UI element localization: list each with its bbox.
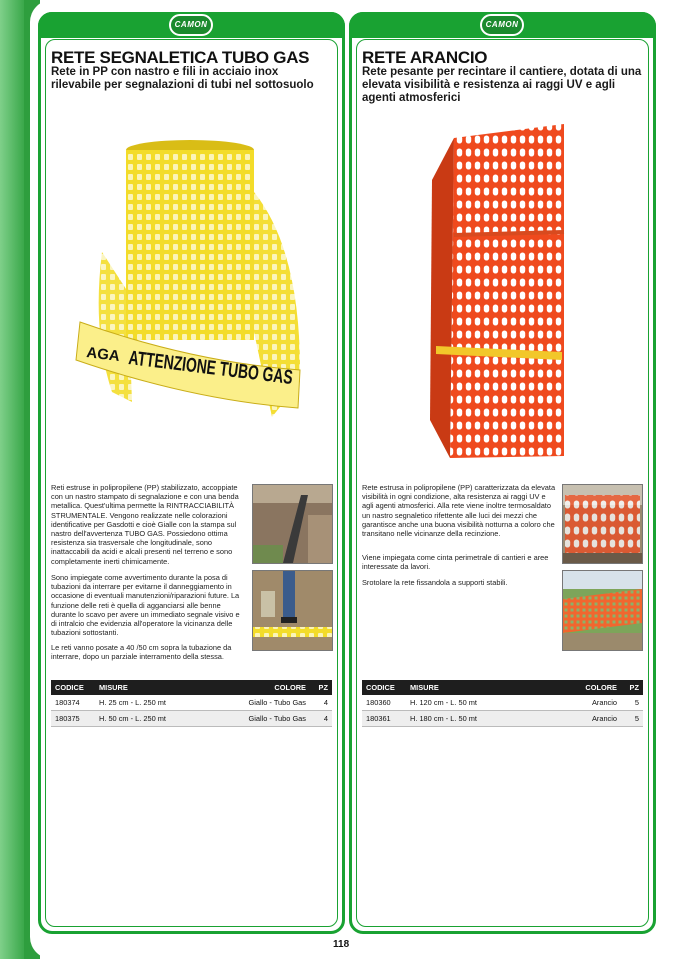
page-spine-highlight: [0, 0, 24, 959]
left-product-subtitle: Rete in PP con nastro e fili in acciaio inox rilevabile per segnalazioni di tubi nel sottosuolo: [51, 66, 314, 91]
col-colore: COLORE: [232, 680, 310, 695]
worker-illustration: [253, 571, 332, 650]
pz-cell: 4: [310, 711, 332, 727]
field-illustration: [563, 571, 642, 650]
tape-text: ATTENZIONE TUBO GAS: [127, 347, 366, 398]
right-description-2: Viene impiegata come cinta perimetrale di cantieri e aree interessate da lavori.: [362, 553, 549, 572]
shovel: [261, 591, 275, 617]
roll-body: [126, 150, 254, 340]
codice-cell: 180360: [362, 695, 406, 711]
yellow-net-photo: [72, 132, 366, 432]
left-description-1: Reti estruse in polipropilene (PP) stabilizzato, accoppiate con un nastro stampato di segnalazione e con una benda metallica. Quest'ultima permette la RINTRACCIABILITÀ STRUMENTALE. Vengono realizzate nelle colorazioni identificative per Gasdotti e cioè Gialle con la stampa sul nastro dell'avvertenza TUBO GAS. Possiedono ottima resistenza sia trasversale che longitudinale, sono inattaccabili da acidi e alcali presenti nel terreno e sono completamente inerti chimicamente.: [51, 483, 239, 566]
worker-legs: [283, 571, 295, 619]
pz-cell: 5: [621, 711, 643, 727]
net-roll-side: [430, 138, 454, 458]
tape-prefix-text: AGA: [85, 344, 121, 366]
right-description-3: Srotolare la rete fissandola a supporti stabili.: [362, 578, 508, 587]
sky-area: [253, 485, 332, 503]
codice-cell: 180361: [362, 711, 406, 727]
road: [563, 633, 642, 650]
grass: [253, 545, 283, 563]
col-pz: PZ: [310, 680, 332, 695]
trench-photo: [252, 484, 333, 564]
col-codice: CODICE: [51, 680, 95, 695]
worker-photo: [252, 570, 333, 651]
misure-cell: H. 50 cm - L. 250 mt: [95, 711, 232, 727]
right-description-1: Rete estrusa in polipropilene (PP) caratterizzata da elevata visibilità in ogni condizione, alta resistenza ai raggi UV e agli agenti atmosferici. Alla rete viene inoltre termosaldato un nastro segnaletico rifettente alle luci dei mezzi che garantisce anche una buona visibilità notturna a coloro che transitano nelle vicinanze della recinzione.: [362, 483, 556, 539]
right-product-table: [362, 680, 643, 727]
table-row: [362, 695, 643, 711]
page-number: 118: [333, 939, 350, 950]
col-colore: COLORE: [543, 680, 621, 695]
brand-logo: CAMON: [169, 14, 213, 36]
left-description-3: Le reti vanno posate a 40 /50 cm sopra la tubazione da interrare, dopo un parziale interramento della stessa.: [51, 643, 232, 662]
worksite-illustration: [563, 485, 642, 563]
left-product-title: RETE SEGNALETICA TUBO GAS: [51, 48, 310, 67]
codice-cell: 180375: [51, 711, 95, 727]
col-misure: MISURE: [406, 680, 543, 695]
col-codice: CODICE: [362, 680, 406, 695]
worker-boots: [281, 617, 297, 623]
fence-net: [565, 495, 640, 553]
orange-net-photo: [428, 120, 568, 465]
misure-cell: H. 25 cm - L. 250 mt: [95, 695, 232, 711]
pz-cell: 5: [621, 695, 643, 711]
worksite-fence-photo: [562, 484, 643, 564]
brand-logo: CAMON: [480, 14, 524, 36]
colore-cell: Giallo - Tubo Gas: [232, 711, 310, 727]
right-product-subtitle: Rete pesante per recintare il cantiere, dotata di una elevata visibilità e resistenza ai raggi UV e agli agenti atmosferici: [362, 66, 642, 104]
table-row: [51, 695, 332, 711]
colore-cell: Giallo - Tubo Gas: [232, 695, 310, 711]
pz-cell: 4: [310, 695, 332, 711]
sky: [563, 571, 642, 589]
left-product-table: [51, 680, 332, 727]
table-row: [362, 711, 643, 727]
col-pz: PZ: [621, 680, 643, 695]
trench-wall: [308, 515, 332, 563]
misure-cell: H. 120 cm - L. 50 mt: [406, 695, 543, 711]
misure-cell: H. 180 cm - L. 50 mt: [406, 711, 543, 727]
net-roll-body: [450, 124, 564, 458]
trench-illustration: [253, 485, 332, 563]
codice-cell: 180374: [51, 695, 95, 711]
dirt: [563, 553, 642, 563]
colore-cell: Arancio: [543, 711, 621, 727]
table-row: [51, 711, 332, 727]
field-fence-photo: [562, 570, 643, 651]
left-description-2: Sono impiegate come avvertimento durante la posa di tubazioni da interrare per evitarne il danneggiamento in occasione di eventuali manutenzioni/riparazioni future. La funzione delle reti è quella di agganciarsi alle benne durante lo scavo per avere un immediato segnale visivo e di intralcio che evidenzia all'operatore la vicinanza delle tubazioni sottostanti.: [51, 573, 240, 638]
colore-cell: Arancio: [543, 695, 621, 711]
right-product-title: RETE ARANCIO: [362, 48, 488, 67]
col-misure: MISURE: [95, 680, 232, 695]
buried-net: [253, 627, 332, 637]
